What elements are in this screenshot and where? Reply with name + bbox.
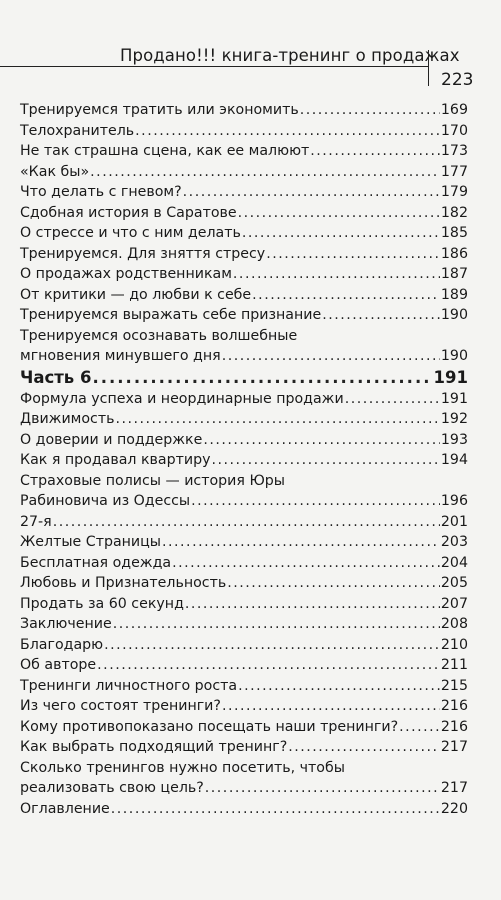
toc-entry-page: 204 [440, 554, 468, 571]
toc-entry-page: 203 [440, 534, 468, 550]
toc-entry-title: Заключение [20, 616, 112, 632]
toc-entry-title: Телохранитель [20, 122, 135, 139]
dot-leader [205, 778, 440, 799]
toc-entry [20, 676, 468, 697]
toc-entry [20, 799, 468, 820]
toc-entry-title: Что делать с гневом? [20, 184, 182, 200]
dot-leader [242, 223, 440, 244]
toc-entry-page: 190 [440, 348, 468, 364]
toc-entry-page: 186 [440, 245, 468, 262]
toc-entry-title: О доверии и поддержке [20, 431, 203, 448]
toc-entry-title: Желтые Страницы [20, 534, 162, 550]
dot-leader [111, 799, 440, 820]
toc-entry-title: Движимость [20, 411, 115, 427]
table-of-contents [20, 100, 468, 819]
toc-entry-title: Сдобная история в Саратове [20, 204, 237, 221]
dot-leader [252, 285, 440, 306]
toc-entry [20, 285, 468, 306]
toc-entry-title-line: Страховые полисы — история Юры [20, 472, 285, 489]
toc-entry-page: 191 [440, 390, 468, 407]
toc-entry-page: 194 [440, 452, 468, 468]
dot-leader [97, 655, 440, 676]
toc-entry-title: Благодарю [20, 636, 104, 653]
dot-leader [222, 696, 440, 717]
toc-entry [20, 450, 468, 471]
toc-entry [20, 696, 468, 717]
toc-entry-title-line: Сколько тренингов нужно посетить, чтобы [20, 759, 345, 776]
toc-entry [20, 512, 468, 533]
toc-entry-title: Кому противопоказано посещать наши тренинги? [20, 718, 399, 735]
toc-entry-title: Рабиновича из Одессы [20, 493, 191, 509]
toc-entry [20, 100, 468, 121]
toc-entry-title: Формула успеха и неординарные продажи [20, 390, 344, 407]
dot-leader [185, 594, 440, 615]
toc-entry-title: Бесплатная одежда [20, 554, 172, 571]
toc-entry-page: 192 [440, 411, 468, 427]
toc-entry-page: 177 [440, 163, 468, 180]
dot-leader [310, 141, 440, 162]
dot-leader [345, 389, 440, 410]
toc-entry-title: О продажах родственникам [20, 266, 232, 282]
toc-entry-title: Тренинги личностного роста [20, 677, 238, 694]
toc-entry [20, 594, 468, 615]
toc-entry-page: 201 [440, 513, 468, 530]
dot-leader [399, 717, 440, 738]
dot-leader [162, 532, 440, 553]
toc-entry [20, 141, 468, 162]
toc-entry-title: От критики — до любви к себе [20, 286, 252, 303]
toc-entry-page: 210 [440, 636, 468, 653]
dot-leader [222, 346, 440, 367]
toc-entry-title: Из чего состоят тренинги? [20, 698, 221, 714]
toc-entry-page: 216 [440, 718, 468, 735]
toc-entry [20, 203, 468, 224]
toc-entry-page: 205 [440, 575, 468, 591]
dot-leader [92, 367, 432, 389]
dot-leader [238, 203, 440, 224]
toc-entry-page: 170 [440, 122, 468, 139]
toc-entry-title: Оглавление [20, 800, 110, 817]
toc-entry-title: Тренируемся тратить или экономить [20, 102, 299, 118]
toc-entry [20, 430, 468, 451]
toc-entry-title: «Как бы» [20, 163, 90, 180]
dot-leader [191, 491, 440, 512]
toc-entry-page: 193 [440, 431, 468, 448]
dot-leader [135, 121, 440, 142]
toc-entry [20, 717, 468, 738]
toc-entry [20, 162, 468, 183]
toc-entry-page: 189 [440, 286, 468, 303]
toc-entry [20, 778, 468, 799]
toc-entry-title: Как выбрать подходящий тренинг? [20, 739, 288, 755]
toc-entry-page: 215 [440, 677, 468, 694]
toc-entry [20, 264, 468, 285]
toc-entry-page: 173 [440, 143, 468, 159]
toc-entry [20, 737, 468, 758]
dot-leader [212, 450, 440, 471]
dot-leader [322, 305, 440, 326]
header-vertical-rule [428, 50, 429, 86]
toc-entry [20, 121, 468, 142]
toc-entry-page: 220 [440, 800, 468, 817]
toc-entry-page: 217 [440, 739, 468, 755]
toc-entry-page: 182 [440, 204, 468, 221]
toc-entry-title: Часть 6 [20, 367, 92, 387]
toc-entry-page: 216 [440, 698, 468, 714]
toc-entry-page: 211 [440, 657, 468, 673]
toc-entry [20, 532, 468, 553]
toc-entry-title: Как я продавал квартиру [20, 452, 211, 468]
toc-entry [20, 305, 468, 326]
toc-entry-page: 208 [440, 616, 468, 632]
toc-entry [20, 409, 468, 430]
toc-entry [20, 491, 468, 512]
dot-leader [300, 100, 440, 121]
toc-entry-page: 196 [440, 493, 468, 509]
toc-entry-page: 207 [440, 595, 468, 612]
toc-entry-page: 179 [440, 184, 468, 200]
toc-entry [20, 182, 468, 203]
toc-entry [20, 244, 468, 265]
dot-leader [288, 737, 440, 758]
toc-entry-title-line: Тренируемся осознавать волшебные [20, 327, 298, 344]
dot-leader [115, 409, 439, 430]
running-header-title: Продано!!! книга-тренинг о продажах [120, 46, 460, 65]
dot-leader [227, 573, 440, 594]
toc-entry [20, 614, 468, 635]
toc-entry [20, 389, 468, 410]
toc-entry-title: Тренируемся выражать себе признание [20, 307, 322, 323]
toc-entry-title: Продать за 60 секунд [20, 595, 184, 612]
dot-leader [172, 553, 440, 574]
dot-leader [233, 264, 440, 285]
toc-entry [20, 635, 468, 656]
toc-entry-title: О стрессе и что с ним делать [20, 225, 241, 241]
dot-leader [90, 162, 440, 183]
toc-entry-title: Об авторе [20, 657, 97, 673]
dot-leader [203, 430, 440, 451]
toc-entry-title: мгновения минувшего дня [20, 348, 221, 364]
dot-leader [113, 614, 440, 635]
toc-entry-title: Тренируемся. Для зняття стресу [20, 245, 266, 262]
toc-entry-title: 27-я [20, 513, 52, 530]
page-number: 223 [441, 70, 474, 90]
dot-leader [266, 244, 440, 265]
toc-entry [20, 223, 468, 244]
dot-leader [104, 635, 440, 656]
toc-entry-page: 191 [433, 367, 468, 387]
toc-entry [20, 346, 468, 367]
toc-entry-page: 169 [440, 102, 468, 118]
toc-entry [20, 553, 468, 574]
toc-part-heading [20, 367, 468, 389]
toc-entry [20, 655, 468, 676]
toc-entry-page: 190 [440, 307, 468, 323]
header-rule [0, 66, 428, 67]
toc-entry-title: реализовать свою цель? [20, 780, 204, 796]
toc-entry-title: Не так страшна сцена, как ее малюют [20, 143, 310, 159]
toc-entry-title: Любовь и Признательность [20, 575, 227, 591]
dot-leader [183, 182, 440, 203]
toc-entry-page: 187 [440, 266, 468, 282]
toc-entry-page: 185 [440, 225, 468, 241]
dot-leader [53, 512, 440, 533]
toc-entry-page: 217 [440, 780, 468, 796]
dot-leader [238, 676, 440, 697]
toc-entry [20, 573, 468, 594]
